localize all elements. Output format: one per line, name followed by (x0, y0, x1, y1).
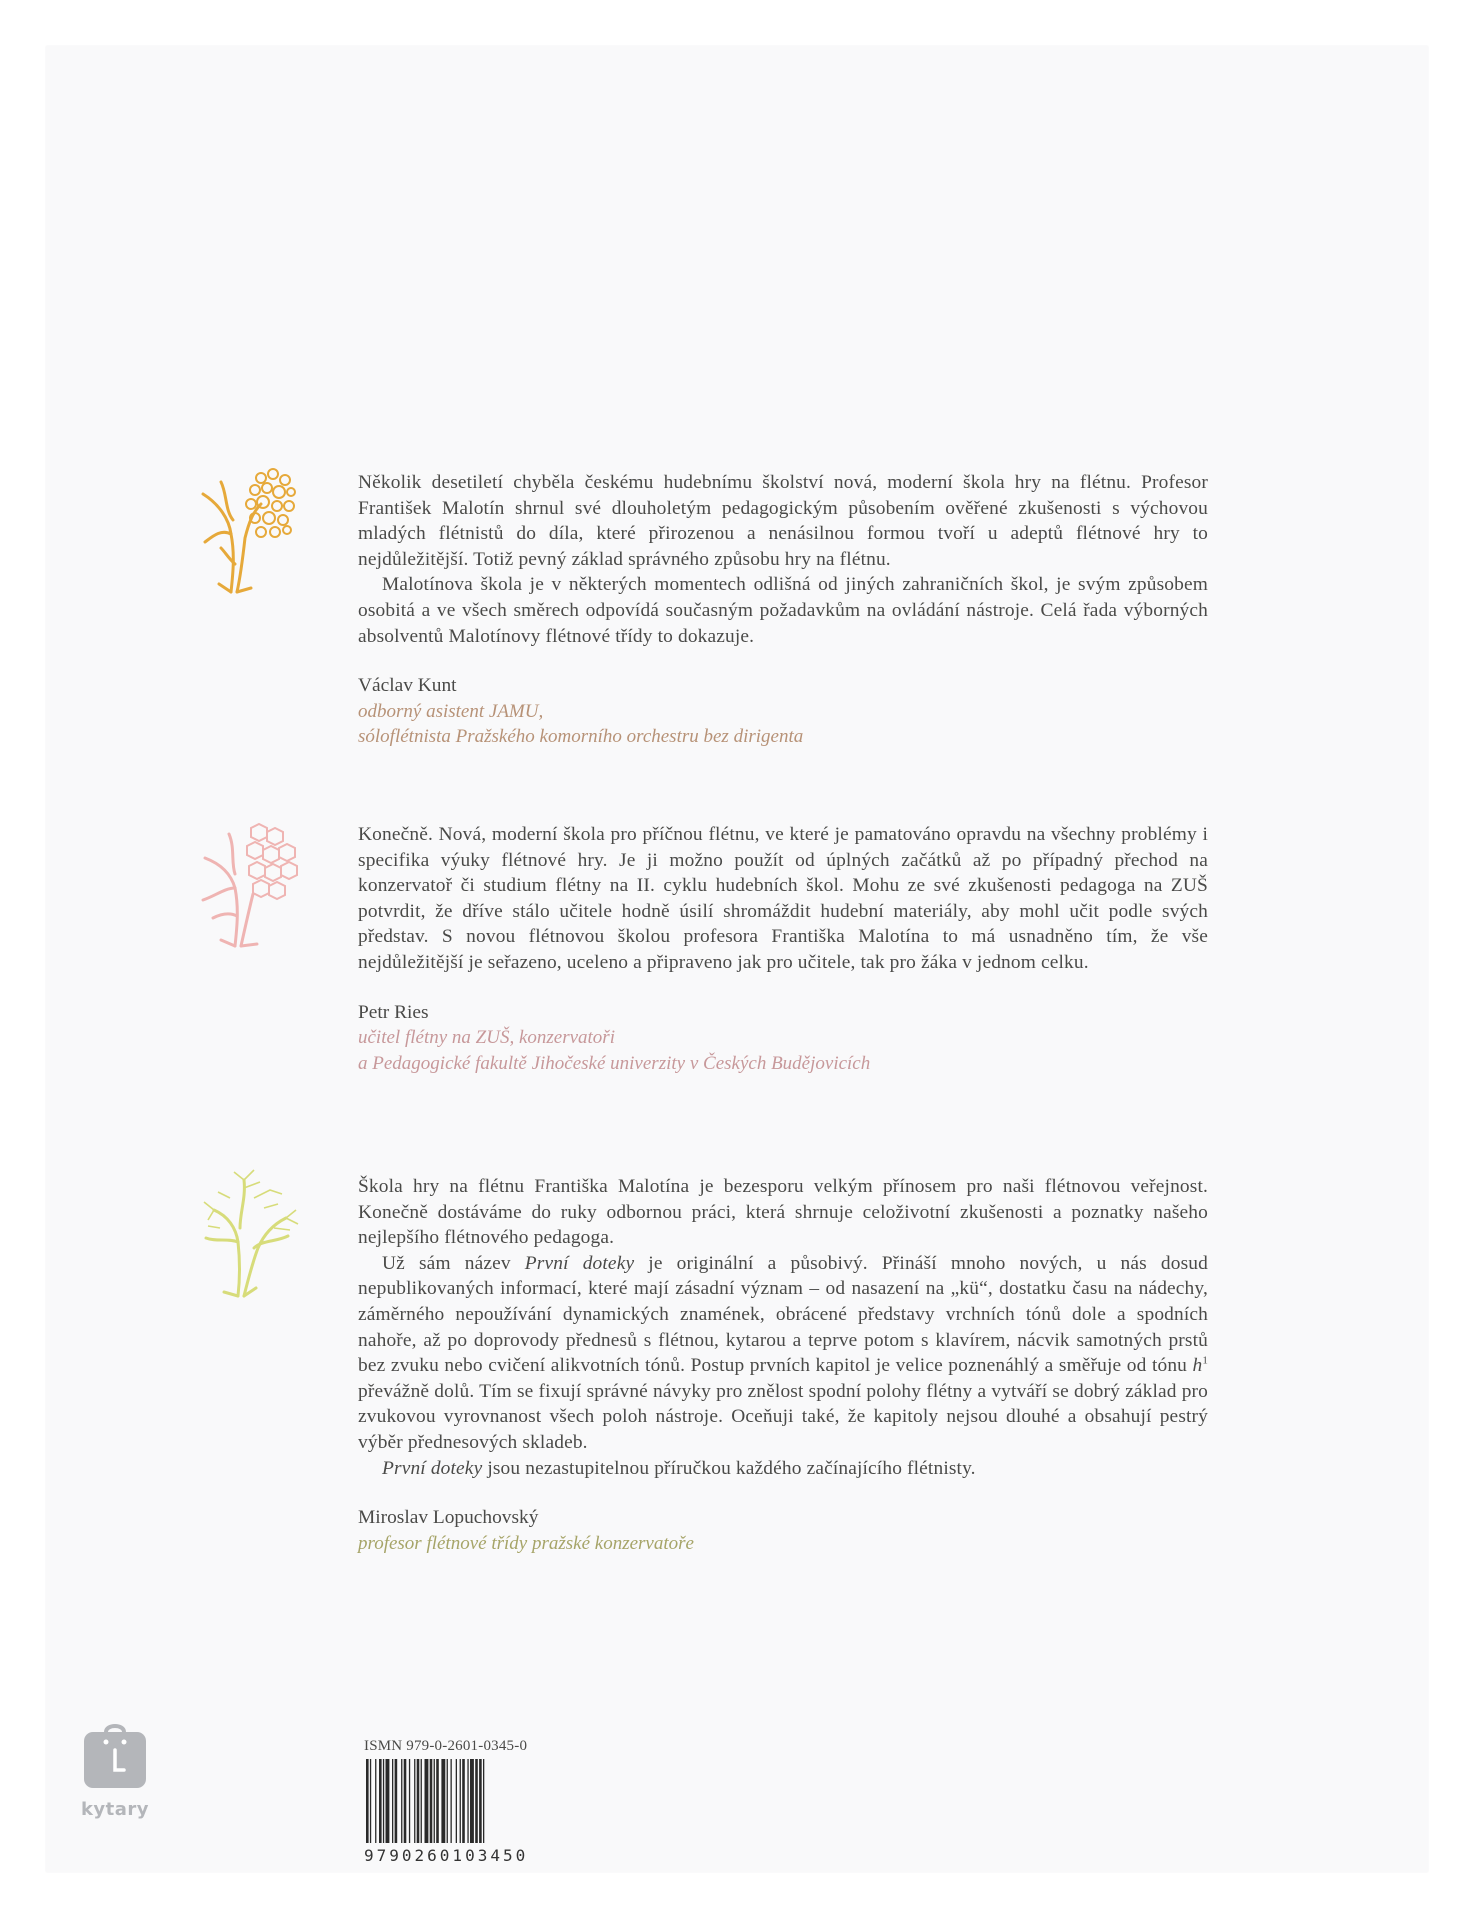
author-role: profesor flétnové třídy pražské konzervatoře (358, 1532, 694, 1554)
barcode-bar (447, 1759, 448, 1843)
book-title: První doteky (382, 1457, 483, 1479)
barcode-bar (479, 1759, 482, 1843)
green-tree-icon (194, 1168, 304, 1300)
author-name: Miroslav Lopuchovský (358, 1507, 539, 1529)
barcode-bar (421, 1759, 422, 1843)
barcode-bar (379, 1759, 382, 1843)
barcode (364, 1759, 564, 1843)
pink-tree-icon (191, 818, 301, 950)
barcode-bar (462, 1759, 465, 1843)
barcode-bar (414, 1759, 415, 1843)
review-paragraph: Malotínova škola je v některých momentech odlišná od jiných zahraničních škol, je svým způsobem osobitá a ve všech směrech odpovídá současným požadavkům na ovládání nástroje. Celá řada výborných absolventů Malotínovy flétnové třídy to dokazuje. (358, 574, 1208, 647)
note-superscript: 1 (1202, 1354, 1208, 1367)
barcode-bar (460, 1759, 461, 1843)
book-title: První doteky (524, 1252, 635, 1274)
barcode-bar (483, 1759, 484, 1843)
review-section-2 (358, 822, 1208, 1076)
review-section-1 (358, 470, 1208, 750)
barcode-bar (392, 1759, 393, 1843)
kytary-logo (80, 1720, 150, 1820)
orange-tree-icon (191, 464, 301, 596)
barcode-bar (456, 1759, 457, 1843)
barcode-bar (470, 1759, 474, 1843)
author-role: a Pedagogické fakultě Jihočeské univerzity v Českých Budějovicích (358, 1052, 871, 1074)
barcode-bar (404, 1759, 407, 1843)
barcode-bar (417, 1759, 420, 1843)
review-paragraph (358, 1456, 1208, 1482)
author-name: Petr Ries (358, 1001, 429, 1023)
barcode-bar (386, 1759, 390, 1843)
logo-text: kytary (80, 1799, 150, 1820)
barcode-bar (375, 1759, 376, 1843)
barcode-bar (395, 1759, 398, 1843)
barcode-bar (409, 1759, 410, 1843)
barcode-bar (425, 1759, 429, 1843)
text-segment: jsou nezastupitelnou příručkou každého začínajícího flétnisty. (482, 1457, 976, 1479)
barcode-bar (430, 1759, 433, 1843)
review-paragraph: Konečně. Nová, moderní škola pro příčnou flétnu, ve které je pamatováno opravdu na všechny problémy i specifika výuky flétnové hry. Je ji možno použít od úplných začátků až po případný přechod na konzervatoř či studium flétny na II. cyklu hudebních škol. Mohu ze své zkušenosti pedagoga na ZUŠ potvrdit, že dříve stálo učitele hodně úsilí shromáždit hudební materiály, aby mohl učit podle svých představ. S novou flétnovou školou profesora Františka Malotína to má usnadněno tím, že vše nejdůležitější je seřazeno, uceleno a připraveno jak pro učitele, tak pro žáka v jednom celku. (358, 824, 1208, 973)
barcode-bar (366, 1759, 369, 1843)
barcode-bar (370, 1759, 371, 1843)
text-segment: je originální a působivý. Přináší mnoho nových, u nás dosud nepublikovaných informací, které mají zásadní význam – od nasazení na „kü“, dostatku času na nádechy, záměrného nepoužívání dynamických znamének, obrácené představy vrchních tónů dole a spodních nahoře, až po doprovody přednesů s flétnou, kytarou a teprve potom s klavírem, nácvik samotných prstů bez zvuku nebo cvičení alikvotních tónů. Postup prvních kapitol je velice poznenáhlý a směřuje od tónu (358, 1252, 1208, 1377)
barcode-bar (475, 1759, 478, 1843)
review-paragraph (358, 1251, 1208, 1456)
bag-logo-icon (82, 1720, 148, 1790)
author-role: učitel flétny na ZUŠ, konzervatoři (358, 1027, 615, 1049)
review-paragraph: Několik desetiletí chyběla českému hudebnímu školství nová, moderní škola hry na flétnu. Profesor František Malotín shrnul své dlouholetým pedagogickým působením ověřené zkušenosti s výchovou mladých flétnistů do díla, které přirozenou a nenásilnou formou tvoří u adeptů flétnové hry to nejdůležitější. Totiž pevný základ správného způsobu hry na flétnu. (358, 472, 1208, 570)
barcode-bar (467, 1759, 468, 1843)
barcode-bar (434, 1759, 435, 1843)
barcode-bar (451, 1759, 452, 1843)
barcode-bar (441, 1759, 445, 1843)
author-role: odborný asistent JAMU, (358, 700, 544, 722)
text-segment: převážně dolů. Tím se fixují správné návyky pro znělost spodní polohy flétny a vytváří se dobrý základ pro zvukovou vyrovnanost všech poloh nástroje. Oceňuji také, že kapitoly nejsou dlouhé a obsahují pestrý výběr přednesových skladeb. (358, 1380, 1208, 1453)
isbn-block (364, 1738, 564, 1865)
author-role: sóloflétnista Pražského komorního orchestru bez dirigenta (358, 726, 804, 748)
note-name: h (1192, 1355, 1203, 1377)
barcode-bar (436, 1759, 439, 1843)
author-name: Václav Kunt (358, 675, 457, 697)
review-section-3 (358, 1174, 1208, 1556)
review-paragraph: Škola hry na flétnu Františka Malotína je bezesporu velkým přínosem pro naši flétnovou veřejnost. Konečně dostáváme do ruky odbornou práci, která shrnuje celoživotní zkušenosti a poznatky našeho nejlepšího flétnového pedagoga. (358, 1176, 1208, 1249)
isbn-number: ISMN 979-0-2601-0345-0 (364, 1738, 528, 1754)
barcode-bar (383, 1759, 384, 1843)
text-segment: Už sám název (382, 1252, 525, 1274)
page (46, 46, 1428, 1872)
barcode-digits: 9790260103450 (364, 1846, 529, 1865)
barcode-bar (401, 1759, 402, 1843)
